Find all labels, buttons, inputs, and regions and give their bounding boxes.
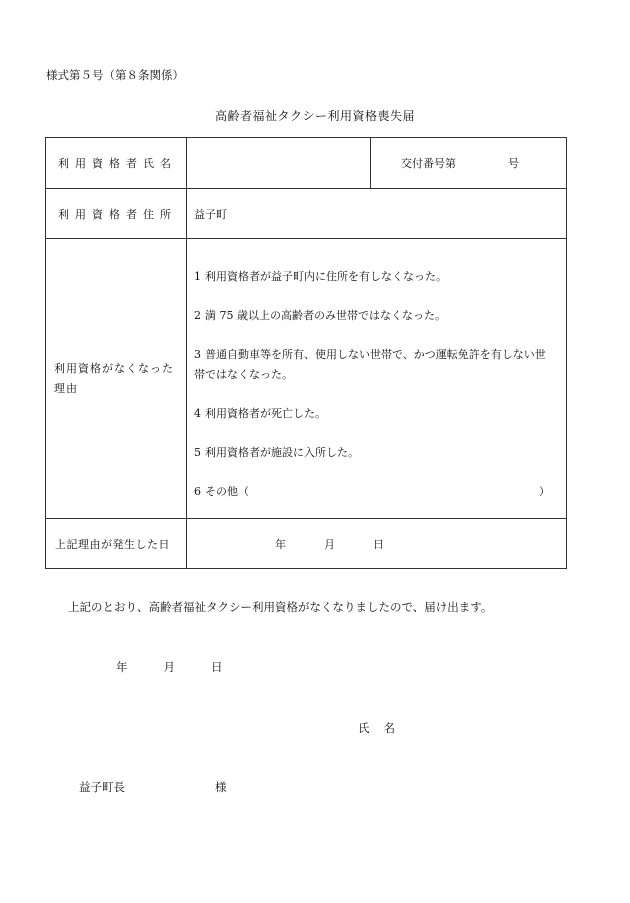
form-number: 様式第５号（第８条関係） <box>46 68 184 82</box>
name-label: 利用資格者氏名 <box>46 138 187 189</box>
addressee <box>79 779 227 795</box>
address-label: 利用資格者住所 <box>46 189 187 239</box>
name-row <box>46 138 567 189</box>
reason-item-6[interactable]: 6 その他（ ） <box>194 482 556 502</box>
reason-row <box>46 239 567 519</box>
name-field[interactable] <box>187 138 371 189</box>
other-close-paren: ） <box>539 484 550 498</box>
occurrence-date-field[interactable] <box>187 519 567 569</box>
date-day-unit: 日 <box>373 537 384 551</box>
signature-field[interactable] <box>358 720 395 736</box>
submission-year-unit: 年 <box>116 660 128 674</box>
reason-item-3[interactable]: 3 普通自動車等を所有、使用しない世帯で、かつ運転免許を有しない世帯ではなくなった。 <box>194 347 546 381</box>
issue-number-suffix: 号 <box>508 157 519 170</box>
reason-item-4[interactable]: 4 利用資格者が死亡した。 <box>194 406 326 420</box>
submission-date[interactable] <box>116 659 223 675</box>
issue-number-label: 交付番号第 <box>401 157 456 170</box>
submission-day-unit: 日 <box>211 660 223 674</box>
address-row <box>46 189 567 239</box>
reason-item-5[interactable]: 5 利用資格者が施設に入所した。 <box>194 445 359 459</box>
date-label: 上記理由が発生した日 <box>46 519 187 569</box>
reason-item-2[interactable]: 2 満 75 歳以上の高齢者のみ世帯ではなくなった。 <box>194 308 446 322</box>
signature-label-second: 名 <box>383 721 395 735</box>
date-month-unit: 月 <box>324 537 335 551</box>
date-row <box>46 519 567 569</box>
signature-label-first: 氏 <box>358 721 370 735</box>
declaration-statement: 上記のとおり、高齢者福祉タクシー利用資格がなくなりましたので、届け出ます。 <box>68 600 493 614</box>
addressee-office: 益子町長 <box>79 780 125 794</box>
reason-item-1[interactable]: 1 利用資格者が益子町内に住所を有しなくなった。 <box>194 269 447 283</box>
issue-number-field[interactable] <box>371 138 567 189</box>
date-year-unit: 年 <box>275 537 286 551</box>
reason-list <box>187 239 567 519</box>
reason-label: 利用資格がなくなった理由 <box>46 239 187 519</box>
application-table <box>45 137 567 569</box>
address-field[interactable]: 益子町 <box>187 189 567 239</box>
document-title: 高齢者福祉タクシー利用資格喪失届 <box>214 109 415 123</box>
addressee-honorific: 様 <box>215 780 227 794</box>
submission-month-unit: 月 <box>163 660 175 674</box>
